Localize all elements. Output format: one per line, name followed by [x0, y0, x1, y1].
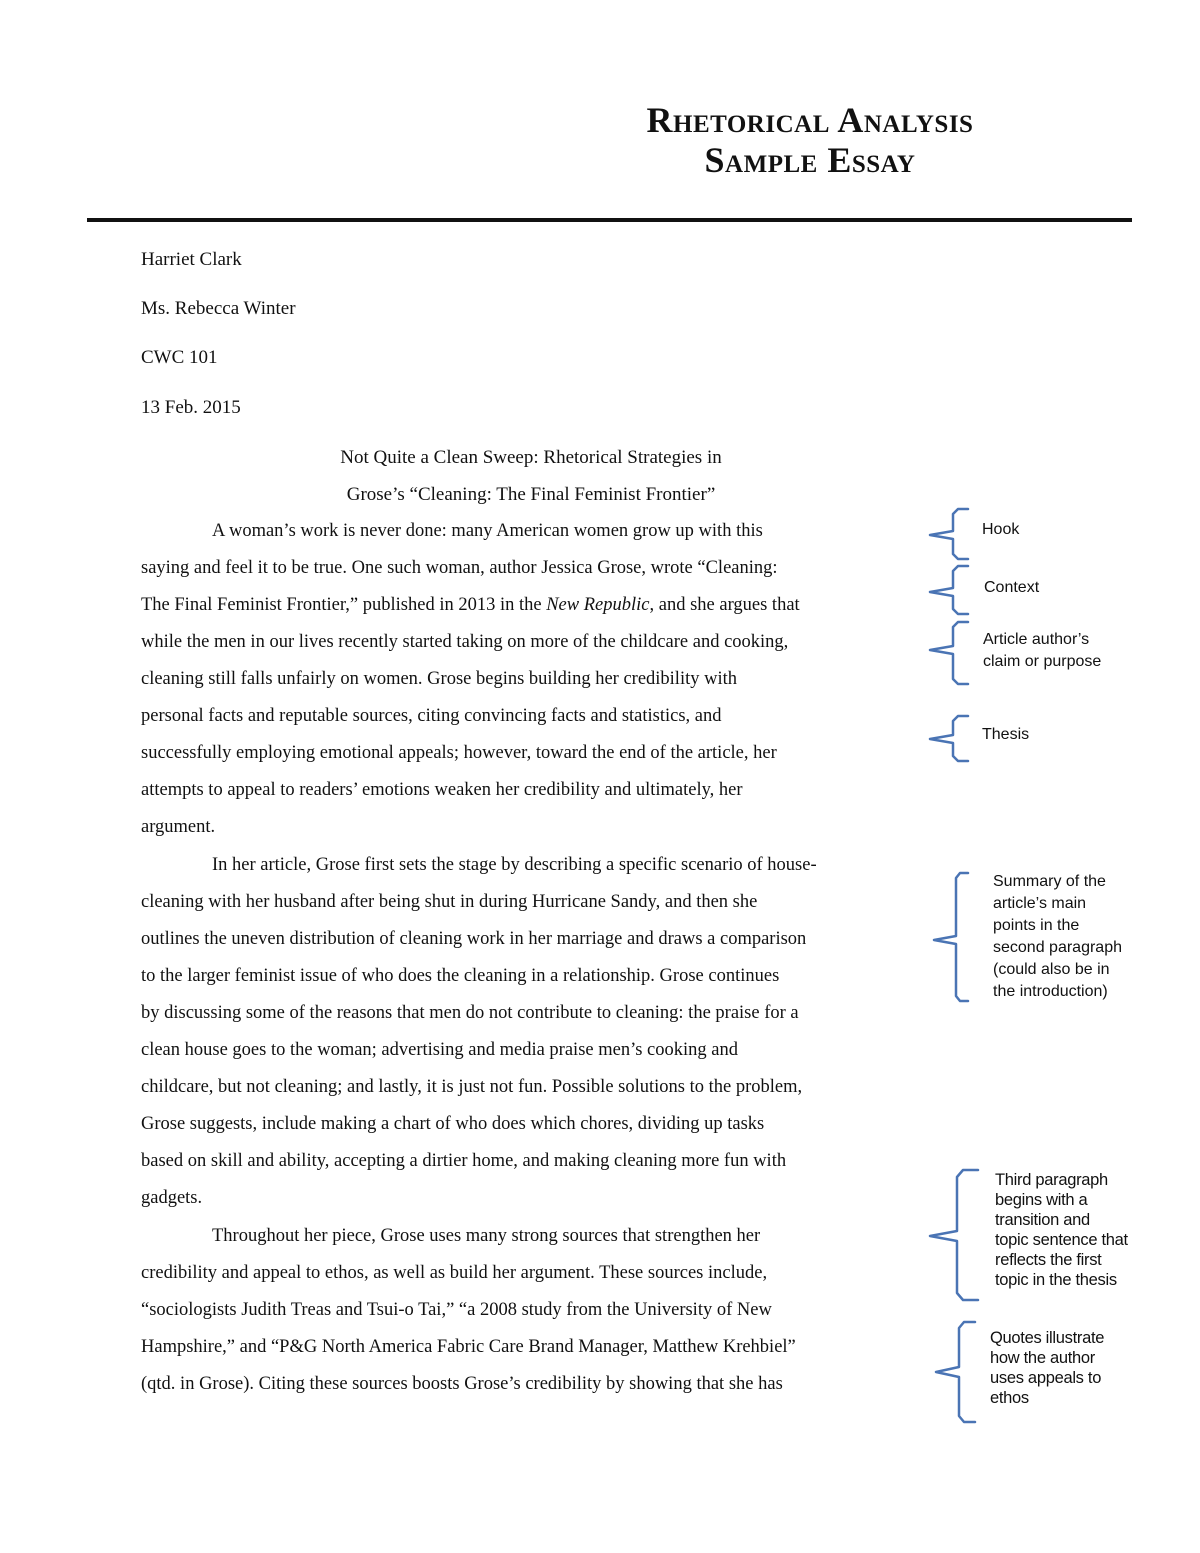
meta-date: 13 Feb. 2015	[141, 397, 241, 418]
essay-title-line2: Grose’s “Cleaning: The Final Feminist Frontier”	[346, 484, 716, 505]
essay-title-line1: Not Quite a Clean Sweep: Rhetorical Strategies in	[340, 447, 722, 468]
paragraph-line: argument.	[141, 817, 216, 837]
annotation-line: Article author’s	[983, 631, 1090, 648]
hook-bracket	[930, 509, 968, 559]
paragraph-line: In her article, Grose first sets the stage by describing a specific scenario of house-	[212, 855, 817, 875]
annotation-line: (could also be in	[993, 961, 1110, 978]
annotation-claim	[983, 629, 1101, 673]
summary-bracket	[934, 873, 968, 1001]
annotation-line: the introduction)	[993, 983, 1108, 1000]
annotation-line: Third paragraph	[995, 1171, 1108, 1189]
claim-bracket	[930, 622, 968, 684]
paragraph-line: by discussing some of the reasons that men do not contribute to cleaning: the praise for a	[141, 1003, 799, 1023]
publication-name: New Republic	[546, 595, 650, 615]
text-run: , and she argues that	[649, 595, 800, 615]
annotation-line: reflects the first	[995, 1251, 1102, 1269]
meta-author: Harriet Clark	[141, 249, 242, 270]
annotation-line: begins with a	[995, 1191, 1088, 1209]
annotation-summary	[993, 871, 1122, 1003]
annotation-thesis: Thesis	[982, 726, 1030, 743]
paragraph-line: attempts to appeal to readers’ emotions weaken her credibility and ultimately, her	[141, 780, 743, 800]
annotation-line: Summary of the	[993, 873, 1106, 890]
annotation-third-paragraph	[995, 1170, 1128, 1290]
paragraph-line: clean house goes to the woman; advertising and media praise men’s cooking and	[141, 1040, 738, 1060]
paragraph-line: Hampshire,” and “P&G North America Fabric Care Brand Manager, Matthew Krehbiel”	[141, 1337, 796, 1357]
annotation-hook: Hook	[982, 521, 1020, 538]
paragraph-line: cleaning with her husband after being shut in during Hurricane Sandy, and then she	[141, 892, 758, 912]
paragraph-line: to the larger feminist issue of who does the cleaning in a relationship. Grose continues	[141, 966, 780, 986]
paragraph-line: A woman’s work is never done: many American women grow up with this	[212, 521, 763, 541]
document-title-line2: Sample Essay	[704, 140, 916, 180]
paragraph-line: while the men in our lives recently started taking on more of the childcare and cooking,	[141, 632, 789, 652]
document-title-line1: Rhetorical Analysis	[646, 100, 974, 140]
context-bracket	[930, 566, 968, 614]
paragraph-line: successfully employing emotional appeals; however, toward the end of the article, her	[141, 743, 777, 763]
annotation-context: Context	[984, 579, 1040, 596]
paragraph-line: outlines the uneven distribution of cleaning work in her marriage and draws a comparison	[141, 929, 807, 949]
thesis-bracket	[930, 716, 968, 761]
paragraph-line: Throughout her piece, Grose uses many strong sources that strengthen her	[212, 1226, 761, 1246]
paragraph-line: (qtd. in Grose). Citing these sources boosts Grose’s credibility by showing that she has	[141, 1374, 783, 1394]
meta-instructor: Ms. Rebecca Winter	[141, 298, 296, 319]
quotes-bracket	[936, 1322, 975, 1422]
meta-course: CWC 101	[141, 347, 218, 368]
annotation-line: second paragraph	[993, 939, 1122, 956]
paragraph-line: childcare, but not cleaning; and lastly, it is just not fun. Possible solutions to the problem,	[141, 1077, 803, 1097]
annotation-line: ethos	[990, 1389, 1029, 1407]
text-run: The Final Feminist Frontier,” published in 2013 in the	[141, 595, 547, 615]
annotation-line: transition and	[995, 1211, 1090, 1229]
paragraph-line: credibility and appeal to ethos, as well as build her argument. These sources include,	[141, 1263, 768, 1283]
paragraph-line: Grose suggests, include making a chart of who does which chores, dividing up tasks	[141, 1114, 765, 1134]
annotation-line: points in the	[993, 917, 1080, 934]
third-paragraph-bracket	[930, 1170, 978, 1300]
annotation-quotes	[990, 1328, 1104, 1408]
annotation-line: article’s main	[993, 895, 1087, 912]
paragraph-line: saying and feel it to be true. One such woman, author Jessica Grose, wrote “Cleaning:	[141, 558, 778, 578]
annotation-line: how the author	[990, 1349, 1095, 1367]
paragraph-line: “sociologists Judith Treas and Tsui-o Tai,” “a 2008 study from the University of New	[141, 1300, 772, 1320]
annotation-line: uses appeals to	[990, 1369, 1102, 1387]
paragraph-line: gadgets.	[141, 1188, 203, 1208]
annotation-line: topic sentence that	[995, 1231, 1128, 1249]
annotation-line: topic in the thesis	[995, 1271, 1117, 1289]
paragraph-line: cleaning still falls unfairly on women. Grose begins building her credibility with	[141, 669, 737, 689]
annotation-line: Quotes illustrate	[990, 1329, 1105, 1347]
annotation-line: claim or purpose	[983, 653, 1102, 670]
paragraph-line: personal facts and reputable sources, citing convincing facts and statistics, and	[141, 706, 722, 726]
paragraph-line: based on skill and ability, accepting a dirtier home, and making cleaning more fun with	[141, 1151, 787, 1171]
